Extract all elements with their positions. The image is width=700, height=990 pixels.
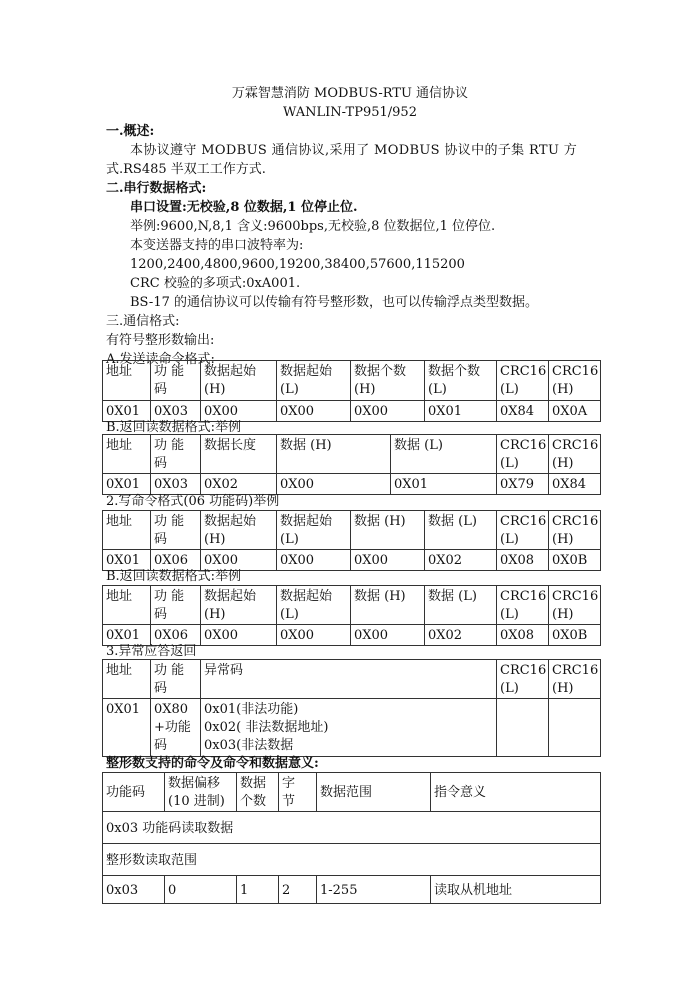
table-header-row — [103, 773, 601, 812]
table-cell: 0X0B — [549, 550, 601, 571]
table-cell: 0 — [165, 876, 237, 904]
return-data-label-2: B.返回读数据格式:举例 — [106, 569, 242, 584]
table-cell: 0X84 — [497, 401, 549, 422]
table-cell: 0X01 — [425, 401, 497, 422]
table-row — [103, 401, 601, 422]
doc-title: 万霖智慧消防 MODBUS-RTU 通信协议 — [231, 86, 469, 101]
write-command-label: 2.写命令格式(06 功能码)举例 — [106, 494, 280, 509]
table-cell: 0X02 — [201, 474, 277, 495]
header-cell: CRC16 (H) — [549, 361, 601, 401]
header-cell: 数据 (L) — [425, 586, 497, 625]
table-cell: 0X84 — [549, 474, 601, 495]
header-cell: 数据 (H) — [351, 586, 425, 625]
table-header-row — [103, 660, 601, 699]
header-cell: 地址 — [103, 435, 151, 474]
header-cell: 地址 — [103, 586, 151, 625]
return-write-table — [102, 585, 601, 646]
table-span-cell: 整形数读取范围 — [103, 844, 601, 876]
return-data-label: B.返回读数据格式:举例 — [106, 420, 242, 435]
header-cell: 数据个数 (L) — [425, 361, 497, 401]
table-row — [103, 625, 601, 646]
table-cell: 1 — [237, 876, 279, 904]
table-cell: 1-255 — [317, 876, 431, 904]
table-cell: 0X00 — [201, 625, 277, 646]
header-cell: 数据 (L) — [391, 435, 497, 474]
section-2-heading: 二.串行数据格式: — [106, 181, 207, 196]
table-header-row — [103, 361, 601, 401]
error-response-label: 3.异常应答返回 — [106, 644, 197, 659]
table-cell: 0X08 — [497, 625, 549, 646]
table-cell: 0X02 — [425, 550, 497, 571]
header-cell: 数据 个数 — [237, 773, 279, 812]
table-row — [103, 550, 601, 571]
table-cell: 0X01 — [103, 550, 151, 571]
table-cell: 0X03 — [151, 401, 201, 422]
header-cell: 功 能 码 — [151, 435, 201, 474]
table-cell: 0X01 — [103, 625, 151, 646]
table-cell: 0X06 — [151, 625, 201, 646]
header-cell: 数据起始 (L) — [277, 586, 351, 625]
header-cell: 功 能 码 — [151, 586, 201, 625]
table-row — [103, 812, 601, 844]
table-row — [103, 844, 601, 876]
header-cell: 功 能 码 — [151, 660, 201, 699]
write-command-table — [102, 510, 601, 571]
table-cell — [497, 699, 549, 757]
header-cell: 数据 (H) — [277, 435, 391, 474]
header-cell: CRC16 (L) — [497, 435, 549, 474]
table-cell: 2 — [279, 876, 317, 904]
header-cell: CRC16 (H) — [549, 511, 601, 550]
table-header-row — [103, 511, 601, 550]
table-row — [103, 876, 601, 904]
header-cell: CRC16 (L) — [497, 586, 549, 625]
header-cell: CRC16 (L) — [497, 511, 549, 550]
header-cell: CRC16 (H) — [549, 660, 601, 699]
command-table-heading: 整形数支持的命令及命令和数据意义: — [106, 756, 319, 771]
table-cell: 0X00 — [351, 401, 425, 422]
serial-example: 举例:9600,N,8,1 含义:9600bps,无校验,8 位数据位,1 位停位. — [130, 219, 496, 234]
table-cell: 0X0B — [549, 625, 601, 646]
table-cell: 0X00 — [201, 550, 277, 571]
table-cell: 0X02 — [425, 625, 497, 646]
table-row — [103, 699, 601, 757]
table-cell: 0X80 +功能 码 — [151, 699, 201, 757]
table-cell: 0X01 — [103, 699, 151, 757]
section-3-heading: 三.通信格式: — [106, 314, 180, 329]
header-cell: 数据起始 (L) — [277, 511, 351, 550]
table-cell: 读取从机地址 — [431, 876, 601, 904]
signed-int-label: 有符号整形数输出: — [106, 333, 215, 348]
table-cell: 0X00 — [351, 625, 425, 646]
header-cell: 地址 — [103, 660, 151, 699]
integer-command-table — [102, 772, 601, 904]
header-cell: 数据起始 (H) — [201, 511, 277, 550]
overview-line-2: 式.RS485 半双工工作方式. — [106, 162, 266, 177]
read-command-label: A.发送读命令格式: — [106, 352, 215, 367]
table-cell: 0x01(非法功能) 0x02( 非法数据地址) 0x03(非法数据 — [201, 699, 497, 757]
header-cell: 数据范围 — [317, 773, 431, 812]
table-cell: 0X01 — [103, 474, 151, 495]
header-cell: 数据长度 — [201, 435, 277, 474]
read-command-table — [102, 360, 601, 422]
header-cell: 功 能 码 — [151, 361, 201, 401]
table-cell: 0x03 — [103, 876, 165, 904]
table-cell: 0X00 — [201, 401, 277, 422]
crc-polynomial: CRC 校验的多项式:0xA001. — [130, 276, 301, 291]
header-cell: 数据个数 (H) — [351, 361, 425, 401]
overview-line-1: 本协议遵守 MODBUS 通信协议,采用了 MODBUS 协议中的子集 RTU 方 — [130, 143, 578, 158]
table-cell: 0X0A — [549, 401, 601, 422]
header-cell: 异常码 — [201, 660, 497, 699]
header-cell: CRC16 (L) — [497, 660, 549, 699]
header-cell: CRC16 (L) — [497, 361, 549, 401]
header-cell: CRC16 (H) — [549, 586, 601, 625]
table-cell: 0X00 — [277, 550, 351, 571]
header-cell: 数据偏移 (10 进制) — [165, 773, 237, 812]
table-cell: 0X00 — [277, 625, 351, 646]
header-cell: 功能码 — [103, 773, 165, 812]
doc-subtitle: WANLIN-TP951/952 — [283, 105, 417, 120]
header-cell: 数据起始 (H) — [201, 361, 277, 401]
serial-setting: 串口设置:无校验,8 位数据,1 位停止位. — [130, 200, 358, 215]
table-span-cell: 0x03 功能码读取数据 — [103, 812, 601, 844]
header-cell: 数据 (H) — [351, 511, 425, 550]
section-1-heading: 一.概述: — [106, 124, 155, 139]
table-cell: 0X79 — [497, 474, 549, 495]
table-cell: 0X01 — [391, 474, 497, 495]
table-cell: 0X00 — [277, 401, 351, 422]
baud-intro: 本变送器支持的串口波特率为: — [130, 238, 304, 253]
table-cell: 0X01 — [103, 401, 151, 422]
table-header-row — [103, 586, 601, 625]
table-row — [103, 474, 601, 495]
header-cell: 地址 — [103, 511, 151, 550]
table-header-row — [103, 435, 601, 474]
table-cell — [549, 699, 601, 757]
header-cell: 指令意义 — [431, 773, 601, 812]
table-cell: 0X06 — [151, 550, 201, 571]
table-cell: 0X03 — [151, 474, 201, 495]
header-cell: 功 能 码 — [151, 511, 201, 550]
bs17-note: BS-17 的通信协议可以传输有符号整形数，也可以传输浮点类型数据。 — [130, 295, 539, 310]
table-cell: 0X08 — [497, 550, 549, 571]
baud-list: 1200,2400,4800,9600,19200,38400,57600,115200 — [130, 257, 465, 272]
error-response-table — [102, 659, 601, 757]
header-cell: 地址 — [103, 361, 151, 401]
header-cell: CRC16 (H) — [549, 435, 601, 474]
header-cell: 字 节 — [279, 773, 317, 812]
table-cell: 0X00 — [351, 550, 425, 571]
table-cell: 0X00 — [277, 474, 391, 495]
return-data-table — [102, 434, 601, 495]
header-cell: 数据起始 (L) — [277, 361, 351, 401]
header-cell: 数据起始 (H) — [201, 586, 277, 625]
header-cell: 数据 (L) — [425, 511, 497, 550]
